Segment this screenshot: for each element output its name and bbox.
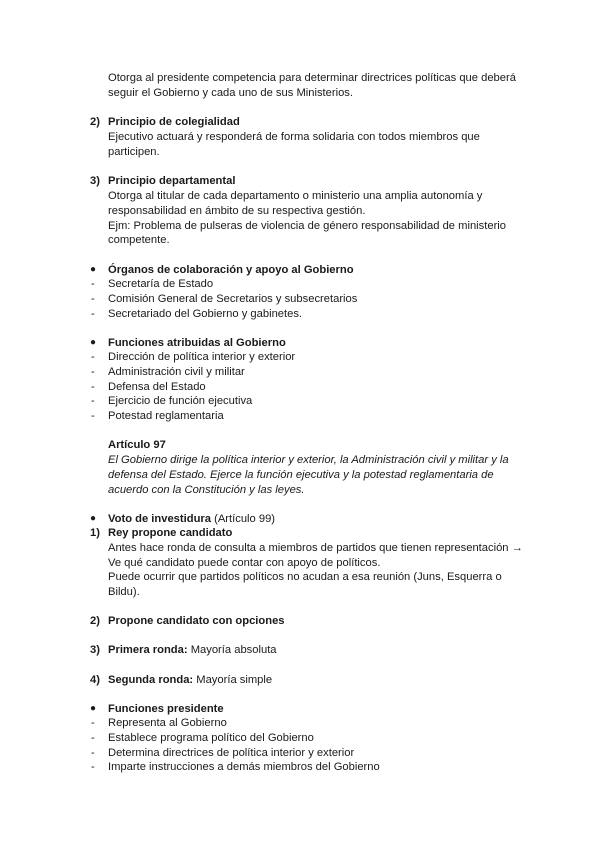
dash: - xyxy=(91,278,95,290)
section-heading: Principio de colegialidad xyxy=(108,116,240,128)
intro-line: seguir el Gobierno y cada uno de sus Ministerios. xyxy=(108,87,354,99)
section-heading: Órganos de colaboración y apoyo al Gobierno xyxy=(108,264,354,276)
list-item: Potestad reglamentaria xyxy=(108,410,224,422)
dash: - xyxy=(91,381,95,393)
step-value: Mayoría simple xyxy=(193,674,273,686)
dash: - xyxy=(91,351,95,363)
list-item: Dirección de política interior y exterior xyxy=(108,351,296,363)
list-item: Comisión General de Secretarios y subsecretarios xyxy=(108,293,358,305)
article-heading: Artículo 97 xyxy=(108,439,166,451)
article-line: acuerdo con la Constitución y las leyes. xyxy=(108,484,305,496)
list-item: Representa al Gobierno xyxy=(108,717,227,729)
step-heading: Rey propone candidato xyxy=(108,527,233,539)
intro-line: Otorga al presidente competencia para determinar directrices políticas que deberá xyxy=(108,72,516,84)
bullet: ● xyxy=(90,264,97,275)
list-number: 2) xyxy=(90,116,100,128)
step-heading: Propone candidato con opciones xyxy=(108,615,285,627)
section-heading: Principio departamental xyxy=(108,175,236,187)
section-heading xyxy=(108,512,275,527)
step-title: Segunda ronda: xyxy=(108,674,194,686)
list-item: Defensa del Estado xyxy=(108,381,206,393)
list-item: Imparte instrucciones a demás miembros del Gobierno xyxy=(108,761,380,773)
list-item: Secretariado del Gobierno y gabinetes. xyxy=(108,308,303,320)
list-item: Ejercicio de función ejecutiva xyxy=(108,395,253,407)
paragraph-line: Puede ocurrir que partidos políticos no acudan a esa reunión (Juns, Esquerra o xyxy=(108,571,502,583)
list-number: 3) xyxy=(90,175,100,187)
paragraph-line: participen. xyxy=(108,146,160,158)
voto-suffix: (Artículo 99) xyxy=(210,513,276,525)
dash: - xyxy=(91,293,95,305)
list-number: 2) xyxy=(90,615,100,627)
paragraph-line: Ejecutivo actuará y responderá de forma solidaria con todos miembros que xyxy=(108,131,480,143)
dash: - xyxy=(91,395,95,407)
step-heading xyxy=(108,673,272,688)
dash: - xyxy=(91,747,95,759)
list-number: 3) xyxy=(90,644,100,656)
list-number: 1) xyxy=(90,527,100,539)
paragraph-line: Bildu). xyxy=(108,586,140,598)
bullet: ● xyxy=(90,703,97,714)
paragraph-line: Otorga al titular de cada departamento o ministerio una amplia autonomía y xyxy=(108,190,483,202)
list-item: Establece programa político del Gobierno xyxy=(108,732,314,744)
bullet: ● xyxy=(90,337,97,348)
dash: - xyxy=(91,410,95,422)
article-line: defensa del Estado. Ejerce la función ejecutiva y la potestad reglamentaria de xyxy=(108,469,494,481)
step-heading xyxy=(108,643,277,658)
list-item: Administración civil y militar xyxy=(108,366,245,378)
paragraph-line: responsabilidad en ámbito de su respectiva gestión. xyxy=(108,205,366,217)
list-item: Determina directrices de política interior y exterior xyxy=(108,747,355,759)
paragraph-line: Ve qué candidato puede contar con apoyo de políticos. xyxy=(108,557,381,569)
section-heading: Funciones presidente xyxy=(108,703,224,715)
paragraph-line: Antes hace ronda de consulta a miembros de partidos que tienen representación → xyxy=(108,542,523,554)
dash: - xyxy=(91,761,95,773)
dash: - xyxy=(91,366,95,378)
article-line: El Gobierno dirige la política interior y exterior, la Administración civil y militar y la xyxy=(108,454,509,466)
list-item: Secretaría de Estado xyxy=(108,278,214,290)
list-number: 4) xyxy=(90,674,100,686)
section-heading: Funciones atribuidas al Gobierno xyxy=(108,337,286,349)
dash: - xyxy=(91,308,95,320)
paragraph-line: Ejm: Problema de pulseras de violencia de género responsabilidad de ministerio xyxy=(108,220,507,232)
paragraph-line: competente. xyxy=(108,234,170,246)
step-title: Primera ronda: xyxy=(108,644,188,656)
bullet: ● xyxy=(90,513,97,524)
dash: - xyxy=(91,717,95,729)
dash: - xyxy=(91,732,95,744)
voto-title: Voto de investidura xyxy=(108,513,211,525)
step-value: Mayoría absoluta xyxy=(187,644,277,656)
